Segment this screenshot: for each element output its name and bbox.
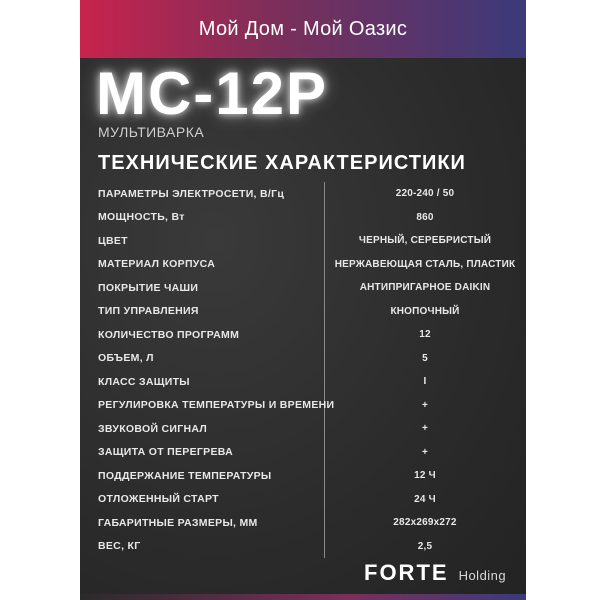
spec-row: [80, 323, 526, 347]
product-type: МУЛЬТИВАРКА: [98, 124, 205, 140]
spec-label: ТИП УПРАВЛЕНИЯ: [98, 305, 199, 318]
model-name: MC-12P: [96, 60, 329, 127]
spec-value: НЕРЖАВЕЮЩАЯ СТАЛЬ, ПЛАСТИК: [334, 258, 516, 270]
brand-suffix: Holding: [458, 568, 507, 583]
spec-value: ЧЕРНЫЙ, СЕРЕБРИСТЫЙ: [358, 235, 492, 247]
spec-label: МОЩНОСТЬ, Вт: [98, 211, 185, 224]
specs-table: [80, 182, 526, 558]
section-title: ТЕХНИЧЕСКИЕ ХАРАКТЕРИСТИКИ: [98, 152, 466, 174]
spec-value: +: [421, 423, 429, 435]
spec-label: ЦВЕТ: [98, 234, 128, 247]
spec-row: [80, 229, 526, 253]
spec-row: [80, 394, 526, 418]
spec-row: [80, 464, 526, 488]
spec-value: 12: [419, 329, 431, 341]
spec-row: [80, 535, 526, 559]
spec-value: 220-240 / 50: [395, 188, 455, 200]
spec-label: ГАБАРИТНЫЕ РАЗМЕРЫ, ММ: [98, 516, 258, 529]
spec-label: РЕГУЛИРОВКА ТЕМПЕРАТУРЫ И ВРЕМЕНИ: [98, 399, 335, 412]
spec-label: ПОКРЫТИЕ ЧАШИ: [98, 281, 199, 294]
spec-label: КОЛИЧЕСТВО ПРОГРАММ: [98, 328, 240, 341]
brand-name: FORTE: [364, 560, 449, 585]
slogan-banner: [80, 0, 526, 58]
spec-label: ВЕС, КГ: [98, 540, 141, 553]
spec-label: ПОДДЕРЖАНИЕ ТЕМПЕРАТУРЫ: [98, 469, 272, 482]
spec-row: [80, 276, 526, 300]
spec-row: [80, 488, 526, 512]
spec-row: [80, 511, 526, 535]
spec-row: [80, 417, 526, 441]
spec-value: 12 Ч: [414, 470, 436, 482]
spec-label: ОБЪЕМ, Л: [98, 352, 154, 365]
spec-value: 5: [422, 352, 428, 364]
spec-row: [80, 182, 526, 206]
spec-label: МАТЕРИАЛ КОРПУСА: [98, 258, 216, 271]
spec-row: [80, 300, 526, 324]
brand-logo: [364, 560, 506, 586]
spec-label: ПАРАМЕТРЫ ЭЛЕКТРОСЕТИ, В/Гц: [98, 187, 285, 200]
spec-row: [80, 253, 526, 277]
spec-value: КНОПОЧНЫЙ: [390, 305, 460, 317]
spec-label: ОТЛОЖЕННЫЙ СТАРТ: [98, 493, 219, 506]
spec-value: 2,5: [417, 540, 433, 552]
spec-label: ЗАЩИТА ОТ ПЕРЕГРЕВА: [98, 446, 234, 459]
spec-label: КЛАСС ЗАЩИТЫ: [98, 375, 190, 388]
spec-value: 282x269x272: [393, 517, 457, 529]
slogan-text: Мой Дом - Мой Оазис: [198, 17, 408, 40]
spec-label: ЗВУКОВОЙ СИГНАЛ: [98, 422, 208, 435]
spec-row: [80, 370, 526, 394]
spec-value: АНТИПРИГАРНОЕ DAIKIN: [359, 282, 491, 294]
spec-value: I: [423, 376, 427, 388]
spec-value: 860: [416, 211, 434, 223]
spec-value: 24 Ч: [414, 493, 436, 505]
spec-value: +: [421, 399, 429, 411]
spec-value: +: [421, 446, 429, 458]
product-card: [80, 0, 526, 600]
spec-row: [80, 206, 526, 230]
spec-row: [80, 441, 526, 465]
spec-row: [80, 347, 526, 371]
bottom-accent-bar: [80, 594, 526, 600]
